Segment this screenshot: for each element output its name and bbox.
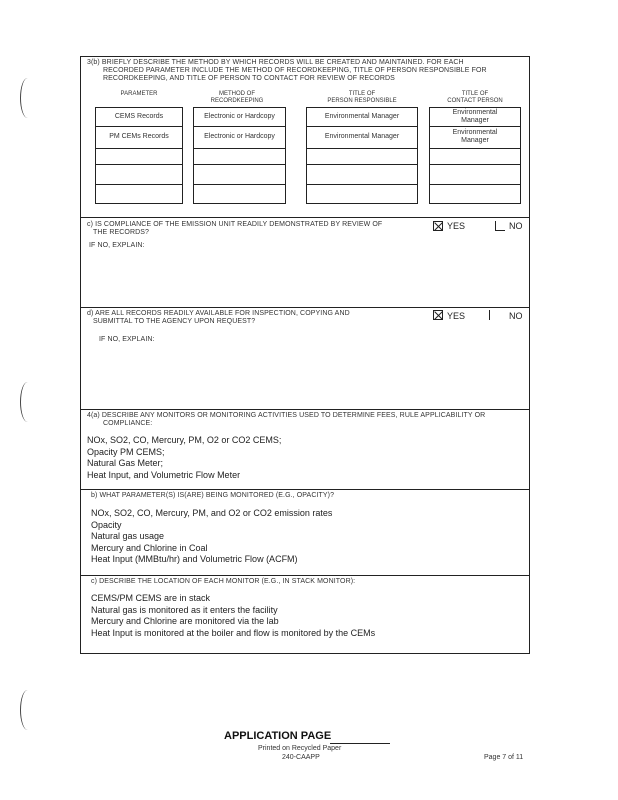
table-cell[interactable]: Electronic or Hardcopy bbox=[204, 113, 275, 120]
column-header-method: METHOD OF RECORDKEEPING bbox=[210, 91, 264, 104]
section-3b bbox=[81, 57, 529, 217]
answer-c-location: CEMS/PM CEMS are in stack Natural gas is monitored as it enters the facility Mercury and Chlorine are monitored via the lab Heat Input is monitored at the boiler and flow is monitored by the CEMs bbox=[91, 593, 376, 638]
table-column-person-responsible bbox=[306, 107, 418, 204]
column-header-person-responsible: TITLE OF PERSON RESPONSIBLE bbox=[327, 91, 397, 104]
no-label: NO bbox=[509, 221, 523, 231]
table-cell[interactable]: PM CEMs Records bbox=[109, 133, 169, 140]
question-line: 3(b) BRIEFLY DESCRIBE THE METHOD BY WHICH RECORDS WILL BE CREATED AND MAINTAINED. FOR EACH bbox=[87, 59, 464, 66]
yes-label: YES bbox=[447, 221, 466, 231]
form-number: 240-CAAPP bbox=[282, 754, 320, 761]
section-c-monitor-location bbox=[81, 575, 529, 655]
question-b: b) WHAT PARAMETER(S) IS(ARE) BEING MONITORED (E.G., OPACITY)? bbox=[91, 492, 335, 499]
no-checkbox[interactable] bbox=[495, 221, 505, 231]
application-form bbox=[80, 56, 530, 654]
table-column-method bbox=[193, 107, 286, 204]
column-header-contact-person: TITLE OF CONTACT PERSON bbox=[447, 91, 503, 104]
section-c-compliance bbox=[81, 217, 529, 307]
question-c: c) IS COMPLIANCE OF THE EMISSION UNIT READILY DEMONSTRATED BY REVIEW OF THE RECORDS? bbox=[87, 221, 383, 236]
question-3b bbox=[87, 59, 487, 83]
table-cell[interactable]: Environmental Manager bbox=[324, 113, 400, 120]
answer-4a: NOx, SO2, CO, Mercury, PM, O2 or CO2 CEMS; Opacity PM CEMS; Natural Gas Meter; Heat Input, and Volumetric Flow Meter bbox=[87, 435, 282, 480]
question-d: d) ARE ALL RECORDS READILY AVAILABLE FOR INSPECTION, COPYING AND SUBMITTAL TO THE AGENCY UPON REQUEST? bbox=[87, 310, 350, 325]
section-d-records-available bbox=[81, 307, 529, 409]
explain-label: IF NO, EXPLAIN: bbox=[99, 336, 155, 343]
column-header-parameter: PARAMETER bbox=[120, 91, 158, 97]
punch-hole-mark bbox=[20, 382, 35, 422]
recycled-paper-note: Printed on Recycled Paper bbox=[258, 745, 342, 752]
question-c-location: c) DESCRIBE THE LOCATION OF EACH MONITOR (E.G., IN STACK MONITOR): bbox=[91, 578, 356, 585]
yes-label: YES bbox=[447, 311, 466, 321]
application-page-title: APPLICATION PAGE bbox=[224, 730, 332, 742]
page-number: Page 7 of 11 bbox=[484, 754, 524, 761]
yes-checkbox[interactable] bbox=[433, 310, 443, 320]
page-number-blank-line bbox=[330, 743, 390, 744]
table-cell[interactable]: Electronic or Hardcopy bbox=[204, 133, 275, 140]
table-column-parameter bbox=[95, 107, 183, 204]
table-column-contact-person bbox=[429, 107, 521, 204]
question-line: RECORDED PARAMETER INCLUDE THE METHOD OF RECORDKEEPING, TITLE OF PERSON RESPONSIBLE FOR bbox=[103, 67, 487, 74]
punch-hole-mark bbox=[20, 78, 35, 118]
no-checkbox[interactable] bbox=[489, 310, 499, 320]
yes-checkbox[interactable] bbox=[433, 221, 443, 231]
punch-hole-mark bbox=[20, 690, 35, 730]
no-label: NO bbox=[509, 311, 523, 321]
table-cell[interactable]: Environmental Manager bbox=[452, 129, 498, 144]
section-4a-monitors bbox=[81, 409, 529, 489]
table-cell[interactable]: Environmental Manager bbox=[324, 133, 400, 140]
table-cell[interactable]: Environmental Manager bbox=[452, 109, 498, 124]
section-b-parameters bbox=[81, 489, 529, 575]
explain-label: IF NO, EXPLAIN: bbox=[89, 242, 145, 249]
question-4a: 4(a) DESCRIBE ANY MONITORS OR MONITORING ACTIVITIES USED TO DETERMINE FEES, RULE APPLICABILITY OR COMPLIANCE: bbox=[87, 412, 486, 427]
answer-b: NOx, SO2, CO, Mercury, PM, and O2 or CO2 emission rates Opacity Natural gas usage Mercury and Chlorine in Coal Heat Input (MMBtu/hr) and Volumetric Flow (ACFM) bbox=[91, 508, 333, 564]
table-cell[interactable]: CEMS Records bbox=[114, 113, 164, 120]
question-line: RECORDKEEPING, AND TITLE OF PERSON TO CONTACT FOR REVIEW OF RECORDS bbox=[103, 75, 395, 82]
